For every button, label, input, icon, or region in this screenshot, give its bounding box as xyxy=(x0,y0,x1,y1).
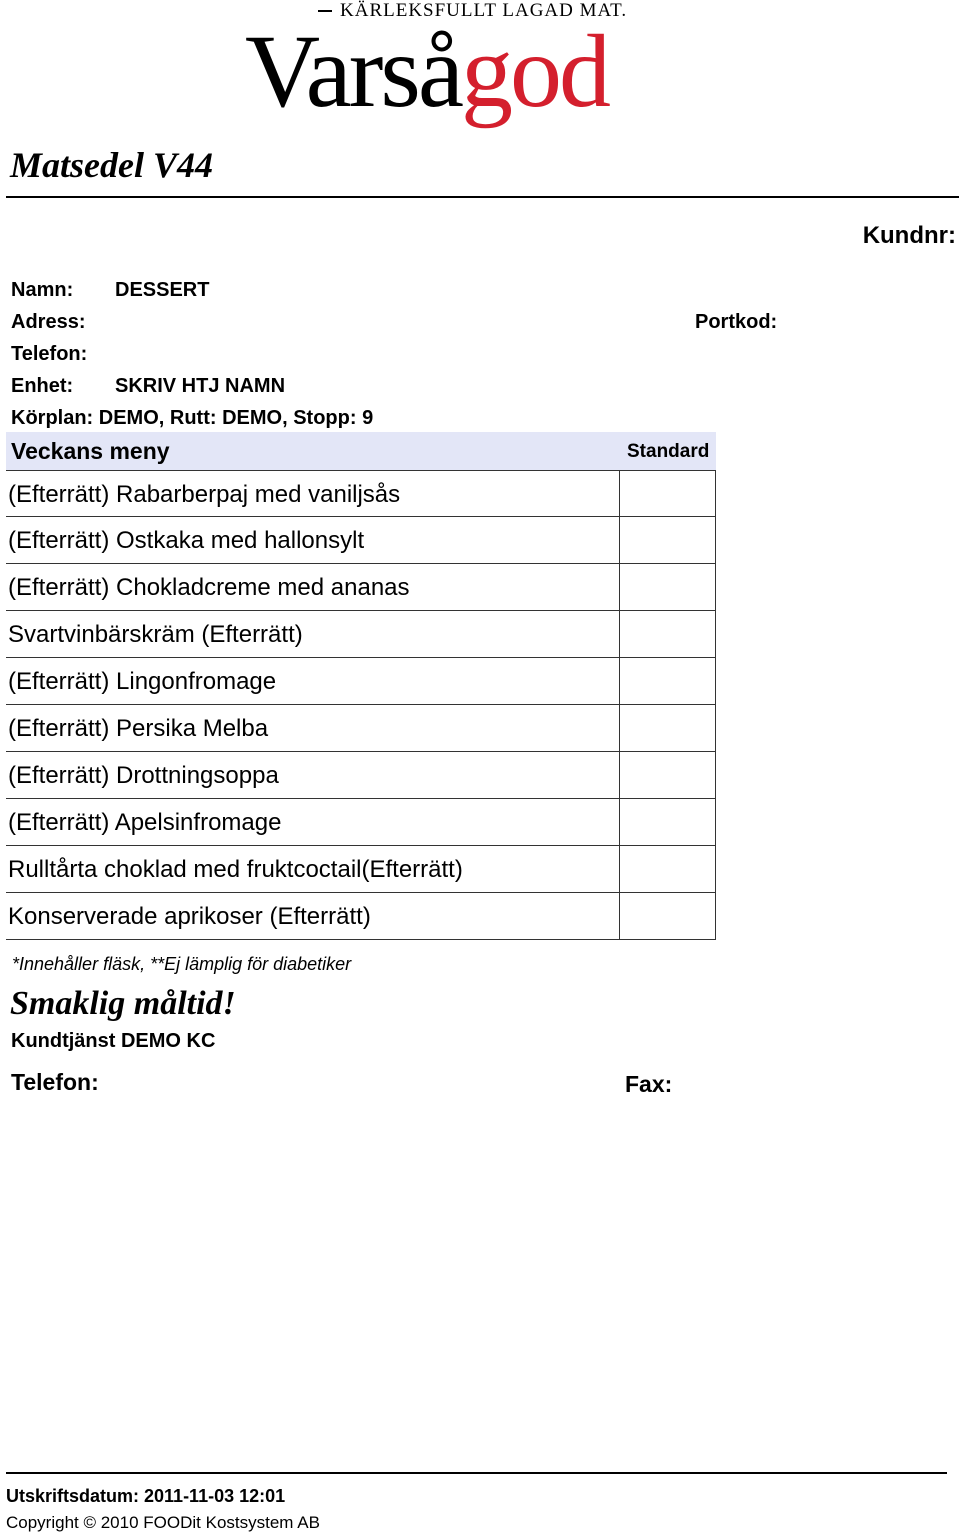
menu-item: (Efterrätt) Rabarberpaj med vaniljsås xyxy=(6,471,620,516)
menu-header-column: Standard xyxy=(627,441,710,462)
route-plan: Körplan: DEMO, Rutt: DEMO, Stopp: 9 xyxy=(11,407,374,429)
table-row xyxy=(6,799,716,846)
table-row xyxy=(6,564,716,611)
header-divider xyxy=(6,196,959,198)
table-row xyxy=(6,846,716,893)
standard-checkbox-cell[interactable] xyxy=(620,752,716,798)
address-label: Adress: xyxy=(11,311,86,333)
table-row xyxy=(6,611,716,658)
menu-item: (Efterrätt) Lingonfromage xyxy=(6,658,620,704)
standard-checkbox-cell[interactable] xyxy=(620,564,716,610)
tagline-text: KÄRLEKSFULLT LAGAD MAT. xyxy=(340,0,628,21)
contact-phone-label: Telefon: xyxy=(11,1069,99,1095)
brand-logo xyxy=(245,8,608,136)
footer-divider xyxy=(6,1472,947,1474)
menu-table xyxy=(6,470,716,940)
menu-header xyxy=(6,432,716,470)
standard-checkbox-cell[interactable] xyxy=(620,471,716,516)
table-row xyxy=(6,705,716,752)
logo-word-red: god xyxy=(461,14,609,129)
greeting: Smaklig måltid! xyxy=(10,985,236,1022)
unit-label: Enhet: xyxy=(11,375,74,397)
menu-item: (Efterrätt) Drottningsoppa xyxy=(6,752,620,798)
door-code-label: Portkod: xyxy=(695,311,778,333)
menu-item: Svartvinbärskräm (Efterrätt) xyxy=(6,611,620,657)
print-date: Utskriftsdatum: 2011-11-03 12:01 xyxy=(6,1486,286,1506)
menu-item: (Efterrätt) Chokladcreme med ananas xyxy=(6,564,620,610)
standard-checkbox-cell[interactable] xyxy=(620,658,716,704)
customer-service: Kundtjänst DEMO KC xyxy=(11,1030,216,1052)
logo-word-black: Varså xyxy=(245,14,462,129)
table-row xyxy=(6,658,716,705)
table-row xyxy=(6,517,716,564)
menu-item: (Efterrätt) Ostkaka med hallonsylt xyxy=(6,517,620,563)
copyright: Copyright © 2010 FOODit Kostsystem AB xyxy=(6,1513,320,1532)
menu-item: (Efterrätt) Persika Melba xyxy=(6,705,620,751)
standard-checkbox-cell[interactable] xyxy=(620,705,716,751)
contact-fax-label: Fax: xyxy=(625,1071,673,1097)
menu-item: Konserverade aprikoser (Efterrätt) xyxy=(6,893,620,939)
table-row xyxy=(6,752,716,799)
table-row xyxy=(6,470,716,517)
table-row xyxy=(6,893,716,940)
name-label: Namn: xyxy=(11,279,74,301)
phone-label: Telefon: xyxy=(11,343,88,365)
allergen-footnote: *Innehåller fläsk, **Ej lämplig för diabetiker xyxy=(12,954,352,974)
page-title: Matsedel V44 xyxy=(10,145,213,185)
name-value: DESSERT xyxy=(115,279,210,301)
standard-checkbox-cell[interactable] xyxy=(620,799,716,845)
standard-checkbox-cell[interactable] xyxy=(620,611,716,657)
standard-checkbox-cell[interactable] xyxy=(620,517,716,563)
customer-number-label: Kundnr: xyxy=(862,222,956,249)
unit-value: SKRIV HTJ NAMN xyxy=(115,375,286,397)
standard-checkbox-cell[interactable] xyxy=(620,893,716,939)
standard-checkbox-cell[interactable] xyxy=(620,846,716,892)
menu-header-title: Veckans meny xyxy=(11,438,170,464)
menu-item: Rulltårta choklad med fruktcoctail(Efterrätt) xyxy=(6,846,620,892)
menu-item: (Efterrätt) Apelsinfromage xyxy=(6,799,620,845)
